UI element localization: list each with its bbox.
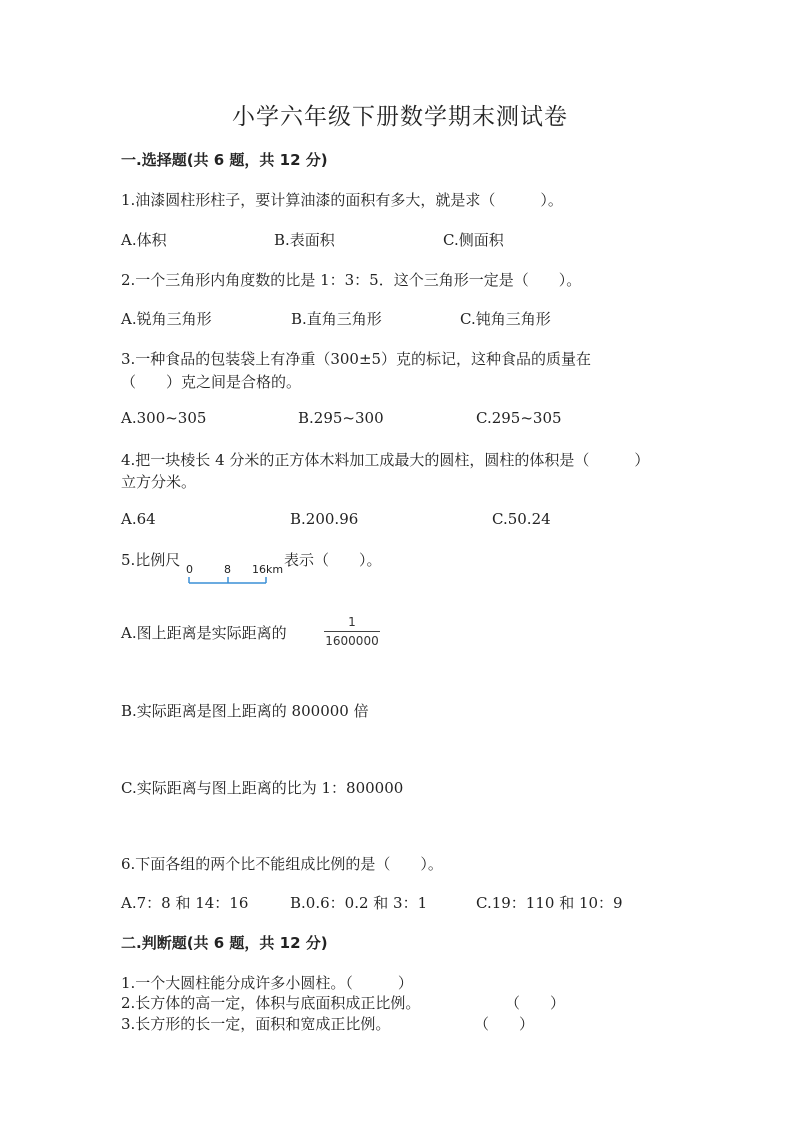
q3-option-c: C.295~305 [476, 409, 562, 427]
page-title: 小学六年级下册数学期末测试卷 [232, 104, 568, 130]
fraction-one-over-1600000 [324, 614, 380, 648]
fraction-denominator: 1600000 [325, 634, 379, 648]
tf-item-2: 2.长方体的高一定，体积与底面积成正比例。 [121, 994, 421, 1012]
tf-item-1: 1.一个大圆柱能分成许多小圆柱。（ ） [121, 974, 413, 992]
q3-option-b: B.295~300 [298, 409, 384, 427]
question-4-line-1: 4.把一块棱长 4 分米的正方体木料加工成最大的圆柱，圆柱的体积是（ ） [121, 451, 650, 469]
tf-item-3-paren: （ ） [474, 1015, 535, 1033]
q2-option-c: C.钝角三角形 [460, 310, 551, 328]
q1-option-c: C.侧面积 [443, 231, 504, 249]
tf-item-3: 3.长方形的长一定，面积和宽成正比例。 [121, 1015, 391, 1033]
question-2: 2.一个三角形内角度数的比是 1：3：5．这个三角形一定是（ ）。 [121, 271, 582, 289]
fraction-numerator: 1 [348, 615, 356, 629]
scale-bar-figure [184, 563, 284, 585]
question-3-line-2: （ ）克之间是合格的。 [121, 373, 302, 391]
q3-option-a: A.300~305 [121, 409, 207, 427]
q4-option-b: B.200.96 [290, 510, 359, 528]
q4-option-a: A.64 [121, 510, 156, 528]
scale-label-16km: 16km [252, 563, 284, 576]
scale-label-0: 0 [186, 563, 193, 576]
scale-bar-line [184, 576, 274, 586]
question-1: 1.油漆圆柱形柱子，要计算油漆的面积有多大，就是求（ ）。 [121, 191, 563, 209]
q2-option-a: A.锐角三角形 [121, 310, 212, 328]
section-heading-true-false: 二.判断题(共 6 题，共 12 分) [121, 934, 328, 952]
scale-label-8: 8 [224, 563, 231, 576]
fraction-bar [324, 631, 380, 632]
q6-option-a: A.7：8 和 14：16 [121, 894, 249, 912]
q2-option-b: B.直角三角形 [291, 310, 382, 328]
q1-option-b: B.表面积 [274, 231, 335, 249]
q5-option-b: B.实际距离是图上距离的 800000 倍 [121, 702, 369, 720]
q5-option-c: C.实际距离与图上距离的比为 1：800000 [121, 779, 404, 797]
q6-option-c: C.19：110 和 10：9 [476, 894, 623, 912]
question-5-text-end: 表示（ ）。 [284, 551, 382, 569]
section-heading-choice: 一.选择题(共 6 题，共 12 分) [121, 151, 328, 169]
q6-option-b: B.0.6：0.2 和 3：1 [290, 894, 428, 912]
question-3-line-1: 3.一种食品的包装袋上有净重（300±5）克的标记，这种食品的质量在 [121, 350, 592, 368]
question-4-line-2: 立方分米。 [121, 473, 197, 491]
q4-option-c: C.50.24 [492, 510, 551, 528]
q1-option-a: A.体积 [121, 231, 167, 249]
question-6: 6.下面各组的两个比不能组成比例的是（ ）。 [121, 855, 443, 873]
q5-option-a: A.图上距离是实际距离的 [121, 624, 287, 642]
tf-item-2-paren: （ ） [505, 994, 566, 1012]
question-5-text-start: 5.比例尺 [121, 551, 181, 569]
